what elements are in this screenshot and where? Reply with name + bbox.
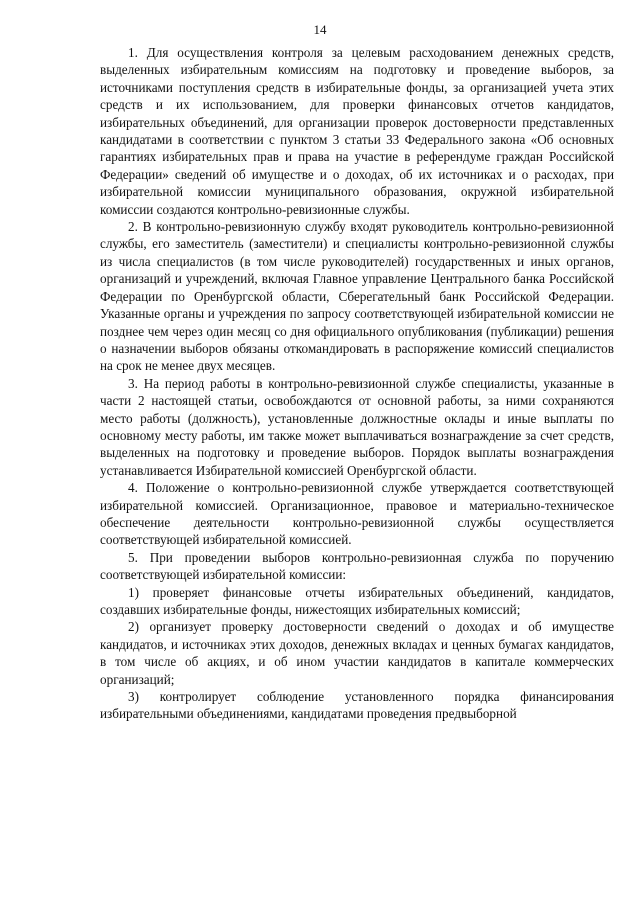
paragraph-4: 4. Положение о контрольно-ревизионной службе утверждается соответствующей избирательной комиссией. Организационное, правовое и материально-техническое обеспечение деятельности контрольно-ревизионной службы осуществляется соответствующей избирательной комиссией.	[100, 480, 614, 548]
paragraph-2: 2. В контрольно-ревизионную службу входят руководитель контрольно-ревизионной службы, его заместитель (заместители) и специалисты контрольно-ревизионной службы из числа специалистов (в том числе руководителей) государственных и иных органов, организаций и учреждений, включая Главное управление Центрального банка Российской Федерации по Оренбургской области, Сберегательный банк Российской Федерации. Указанные органы и учреждения по запросу соответствующей избирательной комиссии не позднее чем через один месяц со дня официального опубликования (публикации) решения о назначении выборов обязаны откомандировать в распоряжение комиссий специалистов на срок не менее двух месяцев.	[100, 219, 614, 374]
list-item-3: 3) контролирует соблюдение установленного порядка финансирования избирательными объединениями, кандидатами проведения предвыборной	[100, 689, 614, 722]
document-body	[100, 44, 614, 723]
list-item-1: 1) проверяет финансовые отчеты избирательных объединений, кандидатов, создавших избирательные фонды, нижестоящих избирательных комиссий;	[100, 584, 614, 617]
paragraph-3: 3. На период работы в контрольно-ревизионной службе специалисты, указанные в части 2 настоящей статьи, освобождаются от основной работы, за ними сохраняются место работы (должность), установленные должностные оклады и иные выплаты по основному месту работы, им также может выплачиваться вознаграждение за счет средств, выделенных на подготовку и проведение выборов. Порядок выплаты вознаграждения устанавливается Избирательной комиссией Оренбургской области.	[100, 375, 614, 478]
paragraph-1: 1. Для осуществления контроля за целевым расходованием денежных средств, выделенных избирательным комиссиям на подготовку и проведение выборов, за источниками поступления средств в избирательные фонды, за организацией учета этих средств и их использованием, для проверки финансовых отчетов кандидатов, избирательных объединений, для организации проверок достоверности представленных кандидатами в соответствии с пунктом 3 статьи 33 Федерального закона «Об основных гарантиях избирательных прав и права на участие в референдуме граждан Российской Федерации» сведений об имуществе и о доходах, об их источниках и о расходах, при избирательной комиссии муниципального образования, окружной избирательной комиссии создаются контрольно-ревизионные службы.	[100, 45, 614, 217]
page-number: 14	[313, 22, 327, 37]
paragraph-5: 5. При проведении выборов контрольно-ревизионная служба по поручению соответствующей избирательной комиссии:	[100, 549, 614, 583]
list-item-2: 2) организует проверку достоверности сведений о доходах и об имуществе кандидатов, и источниках этих доходов, денежных вкладах и ценных бумагах кандидатов, в том числе об акциях, и об ином участии кандидатов в капитале коммерческих организаций;	[100, 619, 614, 687]
